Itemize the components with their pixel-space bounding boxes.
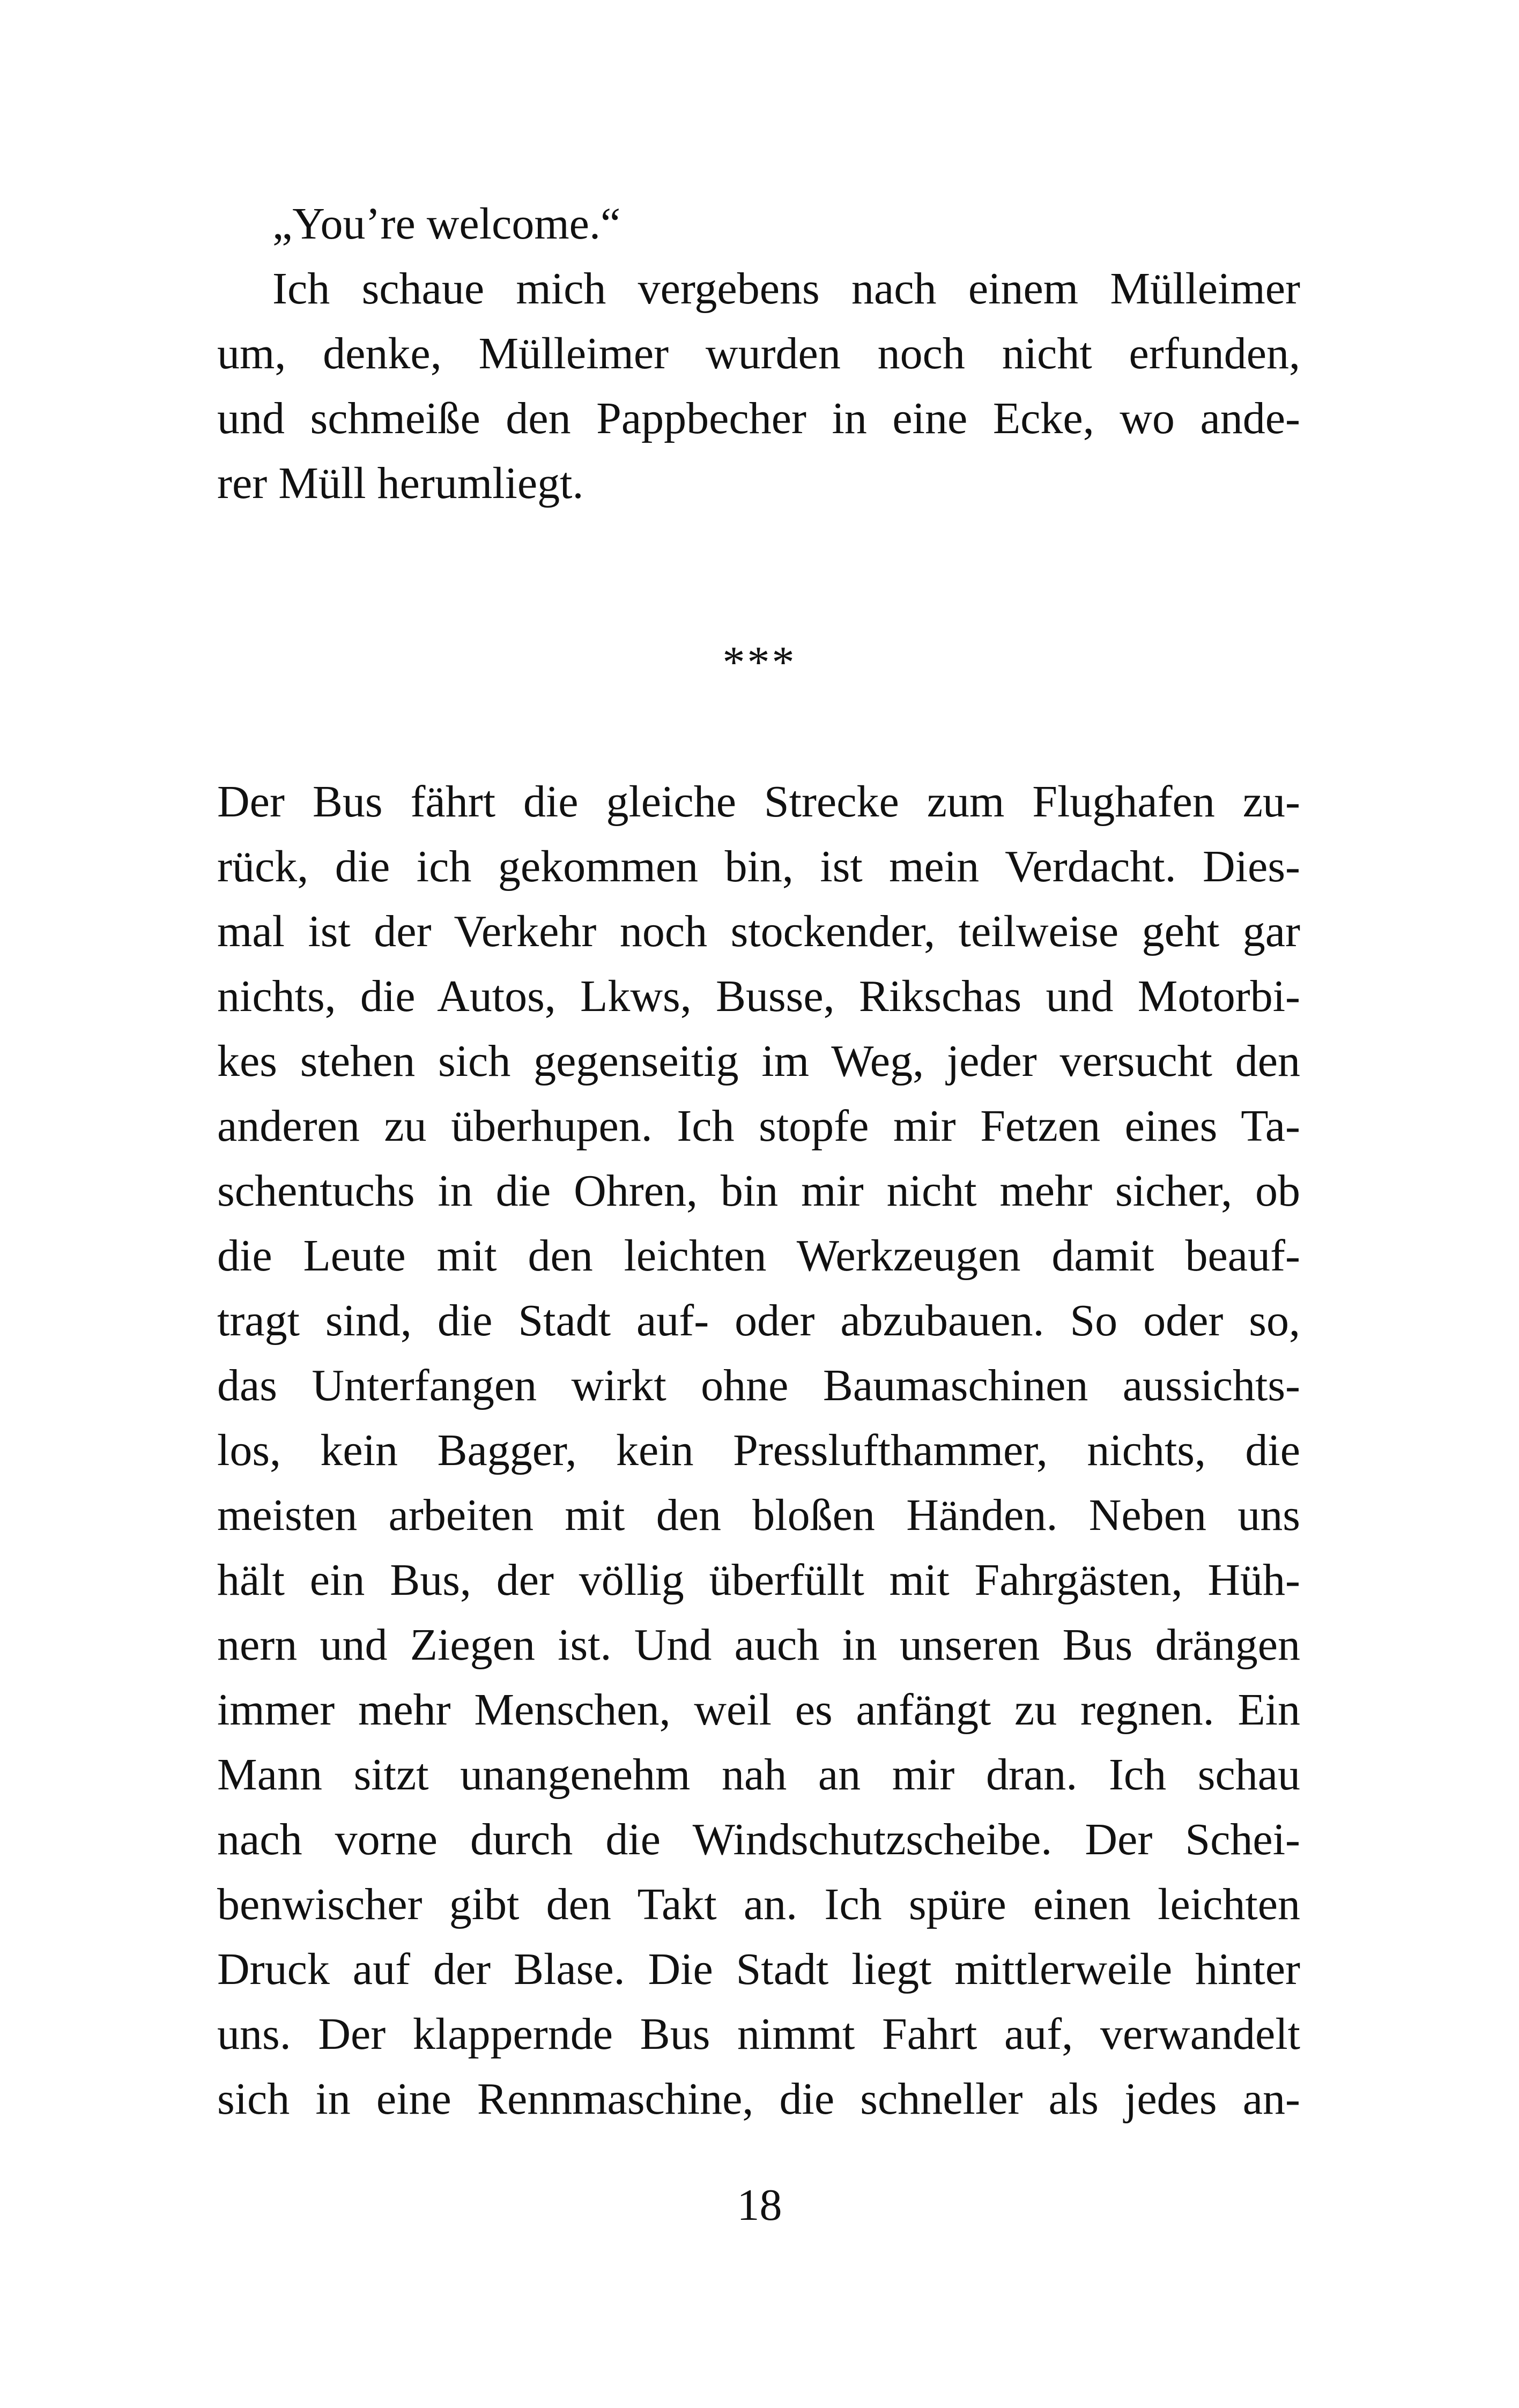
dialogue-line: „You’re welcome.“ — [272, 199, 621, 249]
paragraph-line: die Leute mit den leichten Werkzeugen damit beauf- — [217, 1231, 1300, 1281]
paragraph-line: kes stehen sich gegenseitig im Weg, jeder versucht den — [217, 1036, 1300, 1086]
paragraph-line: Ich schaue mich vergebens nach einem Mülleimer — [272, 264, 1300, 314]
paragraph-line: nach vorne durch die Windschutzscheibe. Der Schei- — [217, 1815, 1300, 1864]
paragraph-line: sich in eine Rennmaschine, die schneller als jedes an- — [217, 2074, 1300, 2124]
paragraph-line: schentuchs in die Ohren, bin mir nicht mehr sicher, ob — [217, 1166, 1300, 1216]
paragraph-line: meisten arbeiten mit den bloßen Händen. Neben uns — [217, 1490, 1300, 1540]
paragraph-line: anderen zu überhupen. Ich stopfe mir Fetzen eines Ta- — [217, 1101, 1300, 1151]
top-paragraphs — [217, 191, 1300, 516]
paragraph-line: nichts, die Autos, Lkws, Busse, Rikschas und Motorbi- — [217, 971, 1300, 1021]
paragraph-line: nern und Ziegen ist. Und auch in unseren Bus drängen — [217, 1620, 1300, 1670]
paragraph-line: hält ein Bus, der völlig überfüllt mit Fahrgästen, Hüh- — [217, 1555, 1300, 1605]
paragraph-line: mal ist der Verkehr noch stockender, teilweise geht gar — [217, 906, 1300, 956]
paragraph-line: Der Bus fährt die gleiche Strecke zum Flughafen zu- — [217, 777, 1300, 827]
paragraph-line: Mann sitzt unangenehm nah an mir dran. Ich schau — [217, 1750, 1300, 1800]
paragraph-line: rück, die ich gekommen bin, ist mein Verdacht. Dies- — [217, 842, 1300, 891]
paragraph-line: um, denke, Mülleimer wurden noch nicht erfunden, — [217, 329, 1300, 378]
paragraph-line: Druck auf der Blase. Die Stadt liegt mittlerweile hinter — [217, 1944, 1300, 1994]
paragraph-line: rer Müll herumliegt. — [217, 458, 584, 508]
main-paragraph — [217, 769, 1300, 2131]
paragraph-line: uns. Der klappernde Bus nimmt Fahrt auf, verwandelt — [217, 2009, 1300, 2059]
page-number: 18 — [737, 2180, 782, 2230]
paragraph-line: das Unterfangen wirkt ohne Baumaschinen aussichts- — [217, 1361, 1300, 1410]
paragraph-line: benwischer gibt den Takt an. Ich spüre einen leichten — [217, 1879, 1300, 1929]
paragraph-line: und schmeiße den Pappbecher in eine Ecke, wo ande- — [217, 393, 1300, 443]
section-break: *** — [722, 637, 797, 687]
paragraph-line: tragt sind, die Stadt auf- oder abzubauen. So oder so, — [217, 1296, 1300, 1346]
paragraph-line: immer mehr Menschen, weil es anfängt zu regnen. Ein — [217, 1685, 1300, 1735]
paragraph-line: los, kein Bagger, kein Presslufthammer, nichts, die — [217, 1425, 1300, 1475]
